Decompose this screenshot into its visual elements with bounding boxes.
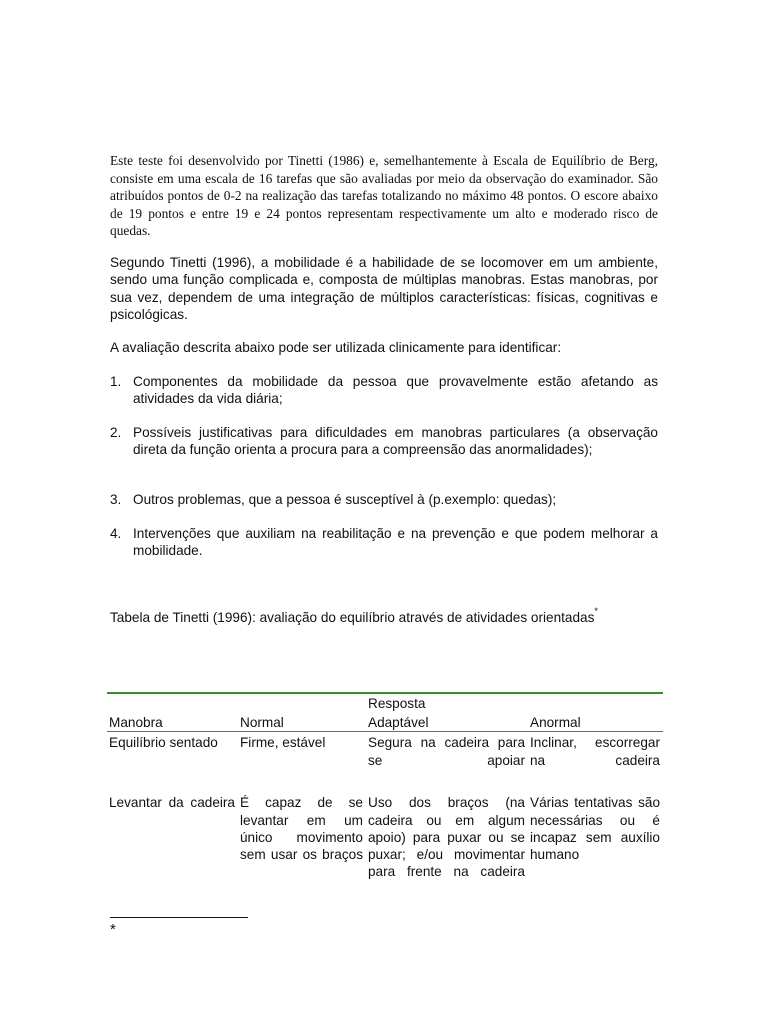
tinetti-balance-table (107, 692, 663, 880)
list-number: 4. (110, 526, 122, 541)
list-text: Componentes da mobilidade da pessoa que provavelmente estão afetando as atividades da vida diária; (133, 374, 658, 407)
table-row (107, 792, 663, 880)
table-cell: Várias tentativas são necessárias ou é incapaz sem auxílio humano (530, 795, 660, 863)
table-cell: Inclinar, escorregar na cadeira (530, 735, 660, 768)
list-number: 3. (110, 492, 122, 507)
table-cell: Firme, estável (240, 735, 326, 751)
footnote-mark: * (110, 921, 116, 938)
table-cell: Equilíbrio sentado (109, 735, 218, 751)
group-header-resposta: Resposta (366, 693, 528, 712)
table-group-header-row (107, 693, 663, 712)
table-cell: Levantar da cadeira (109, 795, 235, 811)
table-header-row (107, 712, 663, 732)
table-cell: Uso dos braços (na cadeira ou em algum apoio) para puxar ou se puxar; e/ou movimentar para frente na cadeira (368, 795, 525, 880)
evaluation-paragraph: A avaliação descrita abaixo pode ser utilizada clinicamente para identificar: (110, 340, 562, 355)
table-caption-text: Tabela de Tinetti (1996): avaliação do equilíbrio através de atividades orientadas (110, 610, 595, 625)
list-text: Intervenções que auxiliam na reabilitação e na prevenção e que podem melhorar a mobilidade. (133, 526, 658, 559)
intro-paragraph: Este teste foi desenvolvido por Tinetti (1986) e, semelhantemente à Escala de Equilíbrio de Berg, consiste em uma escala de 16 tarefas que são avaliadas por meio da observação do examinador. São atribuídos pontos de 0-2 na realização das tarefas totalizando no máximo 48 pontos. O escore abaixo de 19 pontos e entre 19 e 24 pontos representam respectivamente um alto e moderado risco de quedas. (110, 153, 658, 238)
table-caption-footnote-mark: * (594, 606, 598, 617)
header-adaptavel: Adaptável (366, 712, 528, 732)
mobility-paragraph: Segundo Tinetti (1996), a mobilidade é a habilidade de se locomover em um ambiente, sendo uma função complicada e, composta de múltiplas manobras. Estas manobras, por sua vez, dependem de uma integração de múltiplos características: físicas, cognitivas e psicológicas. (110, 255, 658, 323)
list-text: Possíveis justificativas para dificuldades em manobras particulares (a observação direta da função orienta a procura para a compreensão das anormalidades); (133, 425, 658, 458)
list-number: 2. (110, 425, 122, 440)
header-anormal: Anormal (528, 712, 663, 732)
list-item (110, 491, 658, 508)
list-item (110, 373, 658, 408)
header-manobra: Manobra (107, 712, 238, 732)
list-item (110, 424, 658, 459)
footnote-separator (110, 917, 248, 918)
table-caption (110, 606, 658, 626)
table-cell: Segura na cadeira para se apoiar (368, 735, 525, 768)
list-item (110, 525, 658, 560)
table-cell: É capaz de se levantar em um único movimento sem usar os braços (240, 795, 363, 863)
list-number: 1. (110, 374, 122, 389)
header-normal: Normal (238, 712, 366, 732)
list-text: Outros problemas, que a pessoa é susceptível à (p.exemplo: quedas); (133, 492, 557, 507)
table-row (107, 732, 663, 793)
